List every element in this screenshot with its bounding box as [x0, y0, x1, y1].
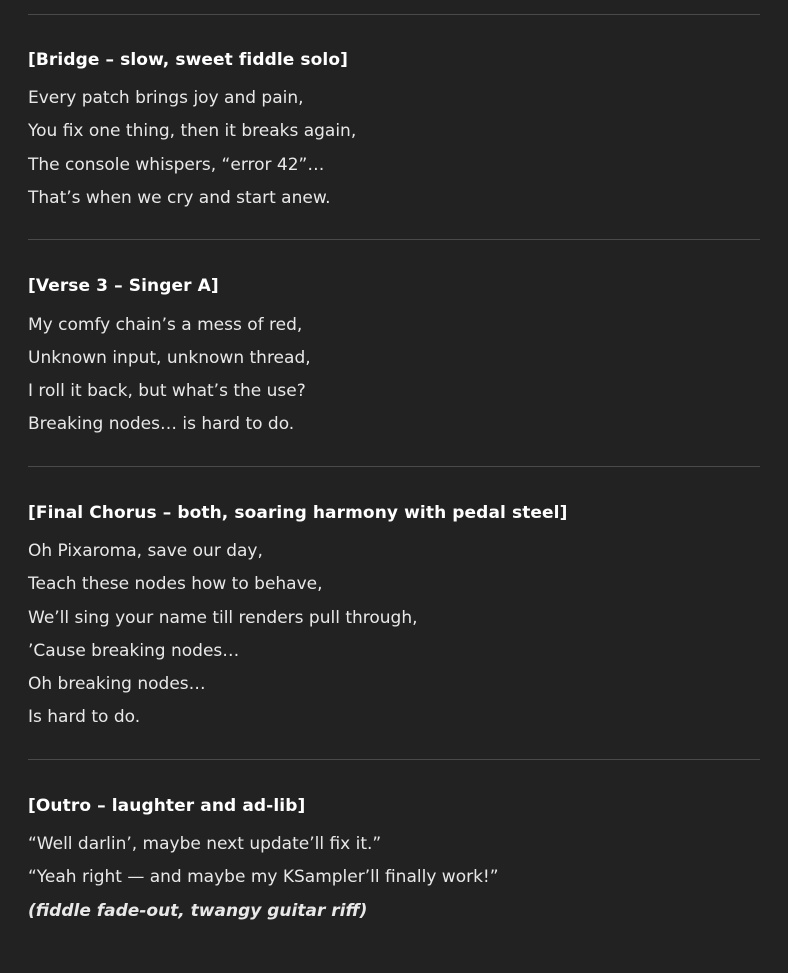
lyric-line: Oh breaking nodes… — [28, 674, 206, 695]
lyric-line: We’ll sing your name till renders pull through, — [28, 607, 418, 628]
section-heading: [Verse 3 – Singer A] — [28, 276, 219, 297]
lyric-line: The console whispers, “error 42”… — [28, 154, 325, 175]
stage-direction-line: (fiddle fade-out, twangy guitar riff) — [28, 900, 368, 921]
lyric-line: You fix one thing, then it breaks again, — [28, 121, 357, 142]
lyric-line: Is hard to do. — [28, 707, 141, 728]
section-heading: [Outro – laughter and ad-lib] — [28, 795, 306, 816]
lyric-line: My comfy chain’s a mess of red, — [28, 314, 303, 335]
lyric-line: Every patch brings joy and pain, — [28, 88, 304, 109]
lyric-line: Unknown input, unknown thread, — [28, 347, 311, 368]
top-divider — [28, 14, 760, 15]
lyric-line: Oh Pixaroma, save our day, — [28, 540, 263, 561]
lyric-line: “Well darlin’, maybe next update’ll fix it.” — [28, 833, 382, 854]
section-verse-3 — [28, 240, 760, 465]
section-bridge — [28, 0, 760, 239]
lyric-line: Breaking nodes… is hard to do. — [28, 414, 295, 435]
section-final-chorus — [28, 467, 760, 759]
section-heading: [Bridge – slow, sweet fiddle solo] — [28, 50, 348, 70]
lyric-line: Teach these nodes how to behave, — [28, 574, 323, 595]
lyric-line: ’Cause breaking nodes… — [28, 640, 240, 661]
section-heading: [Final Chorus – both, soaring harmony with pedal steel] — [28, 502, 568, 523]
section-outro — [28, 760, 760, 952]
lyric-line: “Yeah right — and maybe my KSampler’ll finally work!” — [28, 867, 499, 888]
lyric-line: That’s when we cry and start anew. — [28, 188, 331, 209]
lyric-line: I roll it back, but what’s the use? — [28, 381, 306, 402]
